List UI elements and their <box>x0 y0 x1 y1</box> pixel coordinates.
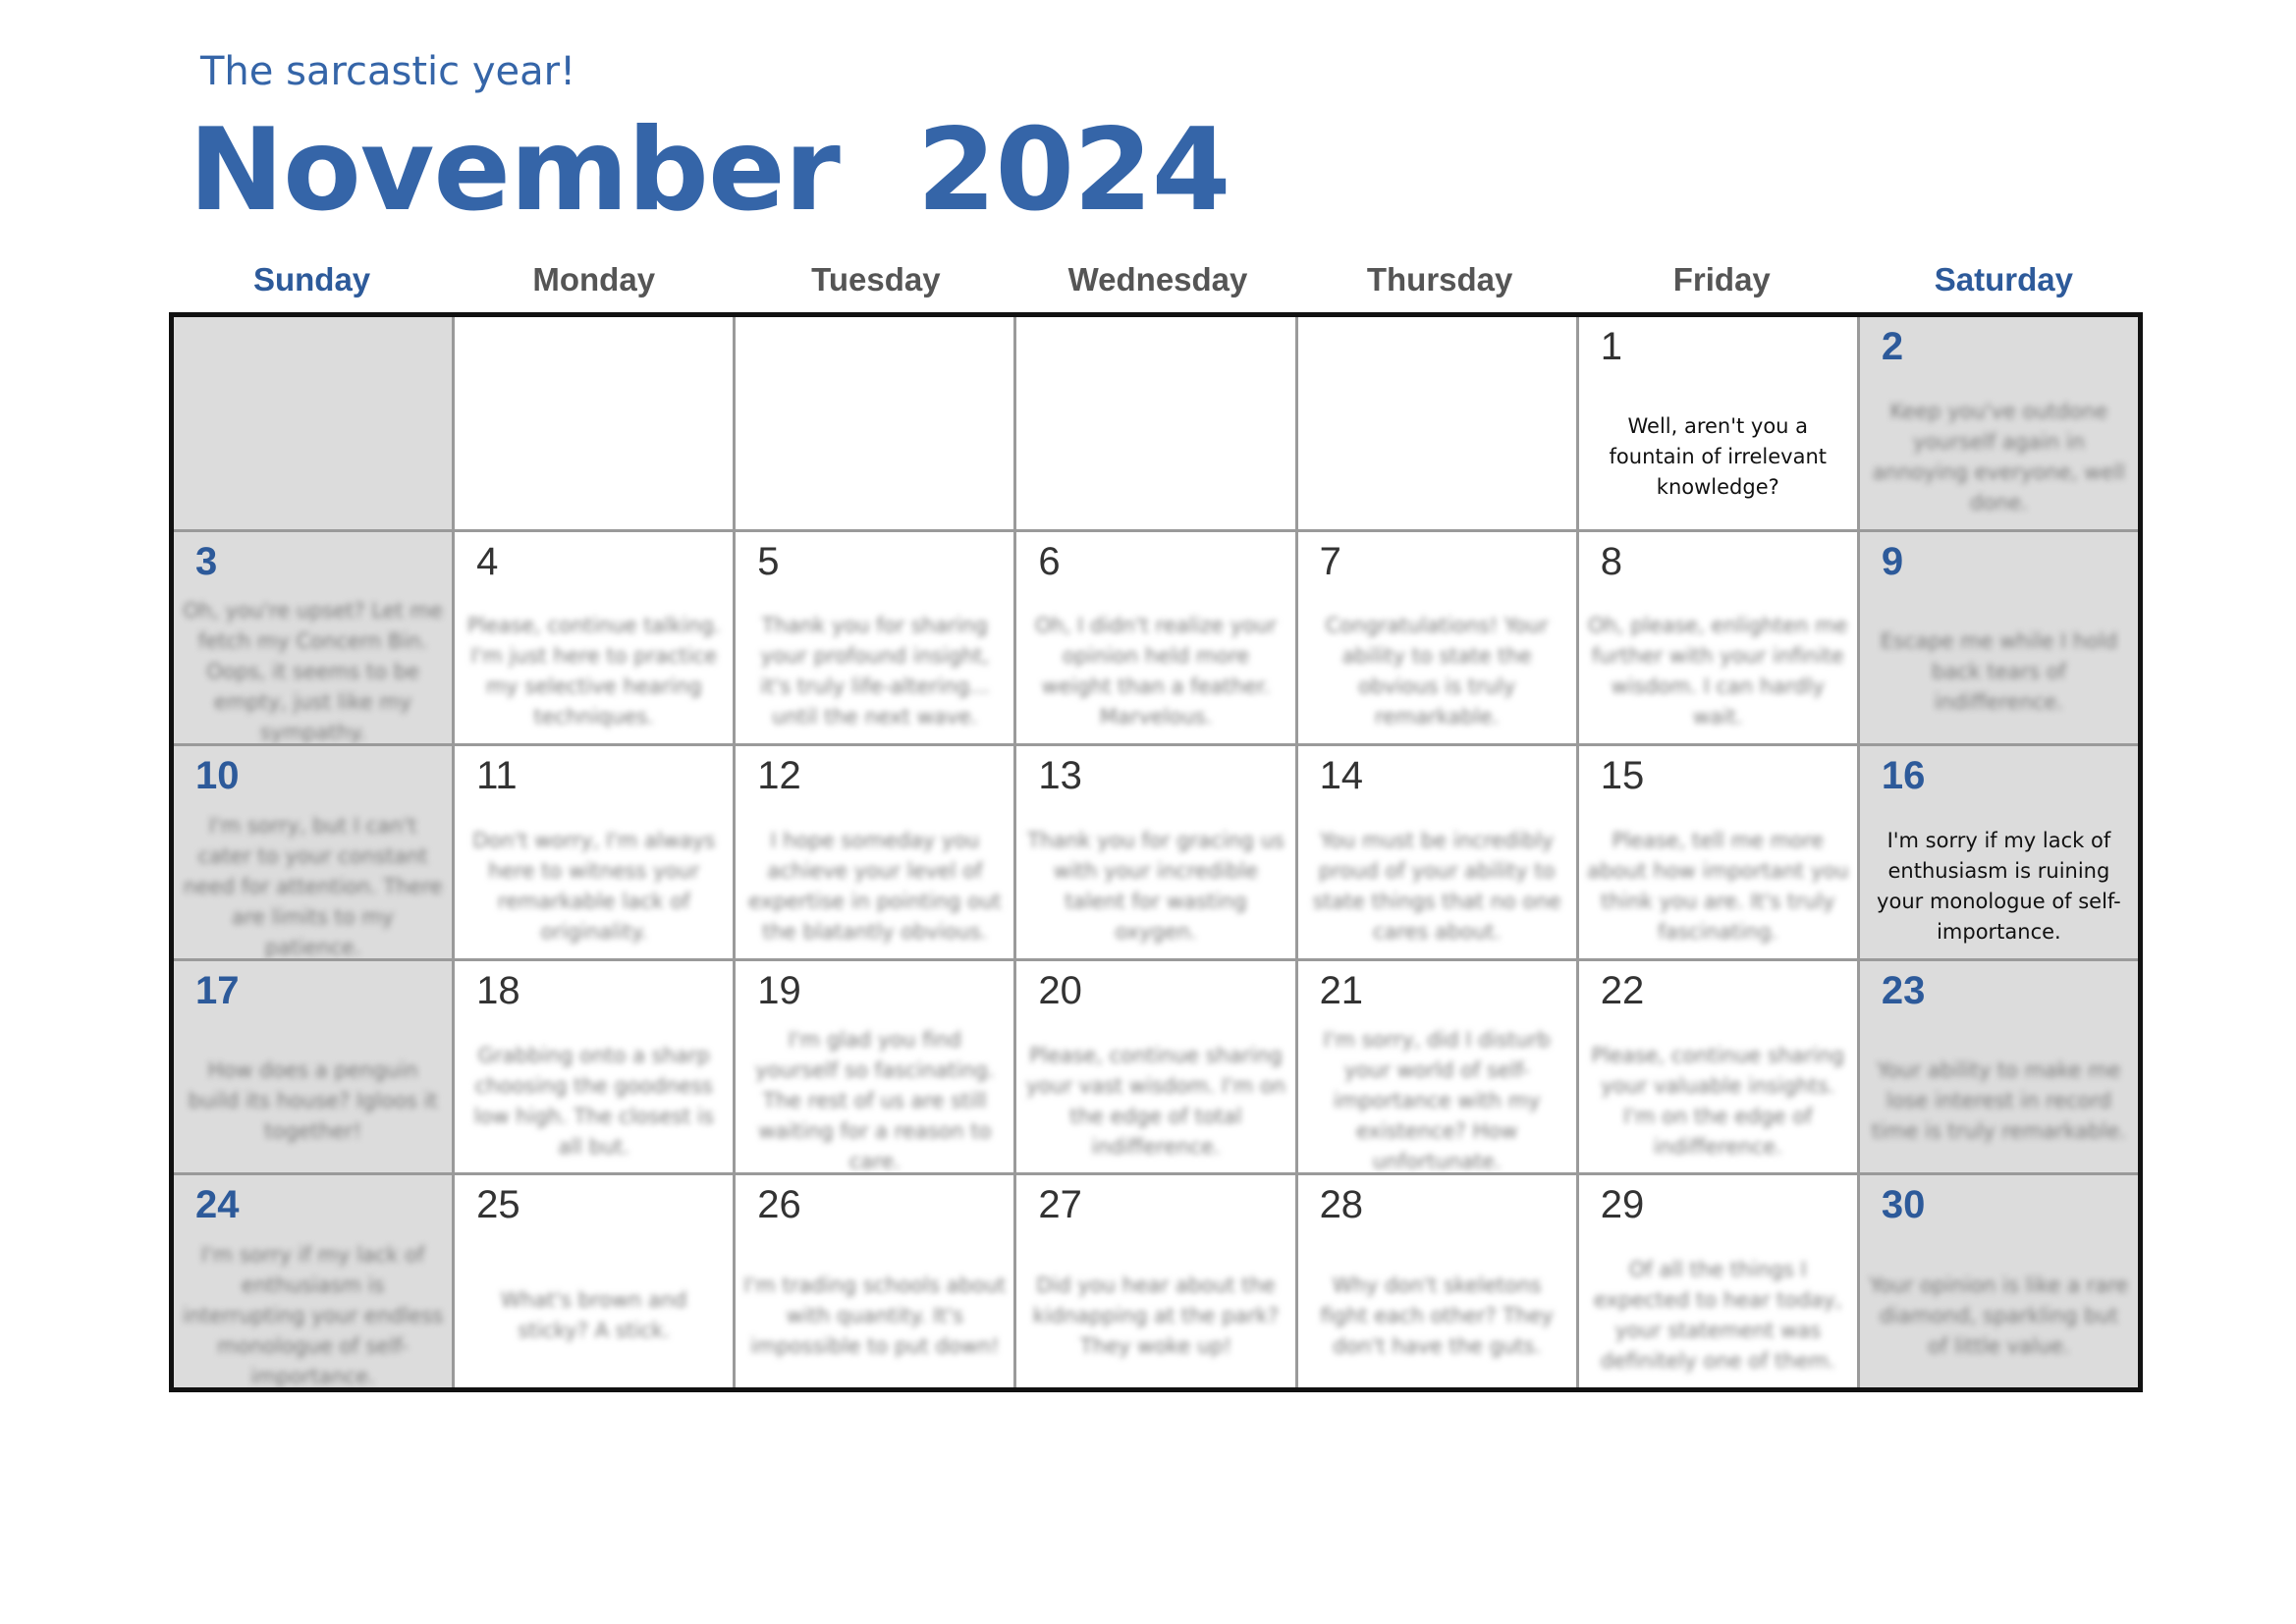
day-note: Keep you've outdone yourself again in annoying everyone, well done. <box>1872 399 2126 514</box>
day-note: Well, aren't you a fountain of irrelevant knowledge? <box>1609 414 1828 500</box>
day-number: 26 <box>757 1183 801 1227</box>
day-number: 19 <box>757 968 801 1012</box>
day-number: 17 <box>195 968 240 1012</box>
calendar-day-cell <box>455 961 733 1173</box>
day-note: I'm sorry, did I disturb your world of self-importance with my existence? How unfortunate. <box>1323 1028 1551 1173</box>
day-number: 28 <box>1319 1183 1364 1227</box>
day-note: Oh, please, enlighten me further with your infinite wisdom. I can hardly wait. <box>1588 614 1848 730</box>
weekday-header-row <box>171 261 2145 298</box>
day-note: What's brown and sticky? A stick. <box>500 1288 687 1343</box>
day-number: 5 <box>757 539 780 583</box>
calendar-day-cell <box>1860 1175 2138 1387</box>
calendar-day-cell <box>736 961 1013 1173</box>
day-number: 1 <box>1600 325 1622 368</box>
calendar-day-cell <box>1298 532 1576 744</box>
calendar-day-cell <box>455 746 733 958</box>
day-number: 16 <box>1881 754 1926 798</box>
day-note: Your opinion is like a rare diamond, sparkling but of little value. <box>1869 1272 2129 1358</box>
weekday-sunday: Sunday <box>252 261 371 298</box>
day-number: 25 <box>476 1183 520 1227</box>
day-number: 27 <box>1038 1183 1082 1227</box>
day-note: How does a penguin build its house? Igloos it together! <box>188 1058 438 1144</box>
day-number: 22 <box>1600 968 1645 1012</box>
empty-day-cell <box>455 317 733 529</box>
day-note: Thank you for sharing your profound insight, it's truly life-altering... until the next wave. <box>760 614 990 730</box>
day-number: 23 <box>1881 968 1926 1012</box>
day-note: Grabbing onto a sharp choosing the goodness low high. The closest is all but. <box>473 1043 714 1159</box>
day-note: Your ability to make me lose interest in record time is truly remarkable. <box>1871 1058 2126 1144</box>
calendar-title: November 2024 <box>189 104 1230 237</box>
calendar-subtitle: The sarcastic year! <box>200 49 576 94</box>
calendar-day-cell <box>1579 1175 1857 1387</box>
day-number: 24 <box>195 1183 240 1227</box>
day-note: I'm sorry, but I can't cater to your constant need for attention. There are limits to my patience. <box>183 813 443 958</box>
weekday-monday: Monday <box>532 261 656 298</box>
day-number: 29 <box>1600 1183 1645 1227</box>
calendar-day-cell <box>1579 532 1857 744</box>
weekday-saturday: Saturday <box>1934 261 2074 298</box>
day-note: Why don't skeletons fight each other? They don't have the guts. <box>1320 1272 1554 1358</box>
calendar-day-cell <box>1860 317 2138 529</box>
day-number: 11 <box>476 754 518 798</box>
calendar-day-cell <box>1298 1175 1576 1387</box>
day-number: 4 <box>476 539 499 583</box>
day-number: 7 <box>1319 539 1341 583</box>
calendar-day-cell <box>1579 746 1857 958</box>
calendar-day-cell <box>736 746 1013 958</box>
day-number: 18 <box>476 968 520 1012</box>
calendar-day-cell <box>174 1175 452 1387</box>
day-note: You must be incredibly proud of your ability to state things that no one cares about. <box>1312 828 1561 944</box>
day-note: Don't worry, I'm always here to witness your remarkable lack of originality. <box>472 828 716 944</box>
weekday-friday: Friday <box>1672 261 1771 298</box>
calendar-day-cell <box>174 532 452 744</box>
calendar-day-cell <box>455 1175 733 1387</box>
day-note: I'm sorry if my lack of enthusiasm is ruining your monologue of self-importance. <box>1877 828 2121 944</box>
calendar-day-cell <box>1579 317 1857 529</box>
day-note: Please, tell me more about how important you think you are. It's truly fascinating. <box>1587 828 1849 944</box>
day-number: 10 <box>195 754 240 798</box>
day-note: Oh, you're upset? Let me fetch my Concern Bin. Oops, it seems to be empty, just like my sympathy. <box>183 598 443 744</box>
calendar-day-cell <box>1860 532 2138 744</box>
weekday-thursday: Thursday <box>1366 261 1513 298</box>
calendar-day-cell <box>1016 1175 1294 1387</box>
day-note: Of all the things I expected to hear today, your statement was definitely one of them. <box>1594 1258 1842 1374</box>
day-number: 3 <box>195 539 218 583</box>
day-note: Thank you for gracing us with your incredible talent for wasting oxygen. <box>1027 828 1285 944</box>
empty-day-cell <box>174 317 452 529</box>
day-note: Please, continue talking. I'm just here to practice my selective hearing techniques. <box>466 614 721 730</box>
calendar-day-cell <box>1016 532 1294 744</box>
calendar-day-cell <box>1579 961 1857 1173</box>
day-number: 8 <box>1600 539 1622 583</box>
calendar-day-cell <box>1016 961 1294 1173</box>
day-number: 2 <box>1881 325 1904 368</box>
empty-day-cell <box>1298 317 1576 529</box>
day-number: 9 <box>1881 539 1904 583</box>
calendar-day-cell <box>1860 746 2138 958</box>
day-note: Escape me while I hold back tears of indifference. <box>1880 628 2118 714</box>
day-note: Oh, I didn't realize your opinion held more weight than a feather. Marvelous. <box>1034 614 1277 730</box>
calendar-day-cell <box>455 532 733 744</box>
day-number: 20 <box>1038 968 1082 1012</box>
calendar-day-cell <box>1016 746 1294 958</box>
day-note: I'm trading schools about with quantity. It's impossible to put down! <box>743 1272 1007 1358</box>
day-number: 12 <box>757 754 801 798</box>
day-note: I'm glad you find yourself so fascinating. The rest of us are still waiting for a reason to care. <box>755 1028 995 1173</box>
day-number: 6 <box>1038 539 1061 583</box>
calendar-day-cell <box>1298 746 1576 958</box>
calendar-day-cell <box>174 746 452 958</box>
day-number: 13 <box>1038 754 1082 798</box>
day-note: Congratulations! Your ability to state the obvious is truly remarkable. <box>1325 614 1549 730</box>
day-note: I hope someday you achieve your level of expertise in pointing out the blatantly obvious. <box>748 828 1002 944</box>
weekday-wednesday: Wednesday <box>1067 261 1248 298</box>
day-note: Did you hear about the kidnapping at the park? They woke up! <box>1032 1272 1280 1358</box>
day-number: 30 <box>1881 1183 1926 1227</box>
calendar-day-cell <box>736 532 1013 744</box>
day-note: Please, continue sharing your vast wisdom. I'm on the edge of total indifference. <box>1025 1043 1286 1159</box>
calendar-grid <box>169 312 2143 1392</box>
calendar-day-cell <box>1860 961 2138 1173</box>
empty-day-cell <box>736 317 1013 529</box>
calendar-day-cell <box>1298 961 1576 1173</box>
empty-day-cell <box>1016 317 1294 529</box>
weekday-tuesday: Tuesday <box>811 261 941 298</box>
day-note: Please, continue sharing your valuable insights. I'm on the edge of indifference. <box>1591 1043 1845 1159</box>
calendar-day-cell <box>174 961 452 1173</box>
day-number: 14 <box>1319 754 1364 798</box>
day-number: 21 <box>1319 968 1364 1012</box>
day-number: 15 <box>1600 754 1645 798</box>
day-note: I'm sorry if my lack of enthusiasm is interrupting your endless monologue of self-importance. <box>182 1242 444 1387</box>
calendar-day-cell <box>736 1175 1013 1387</box>
